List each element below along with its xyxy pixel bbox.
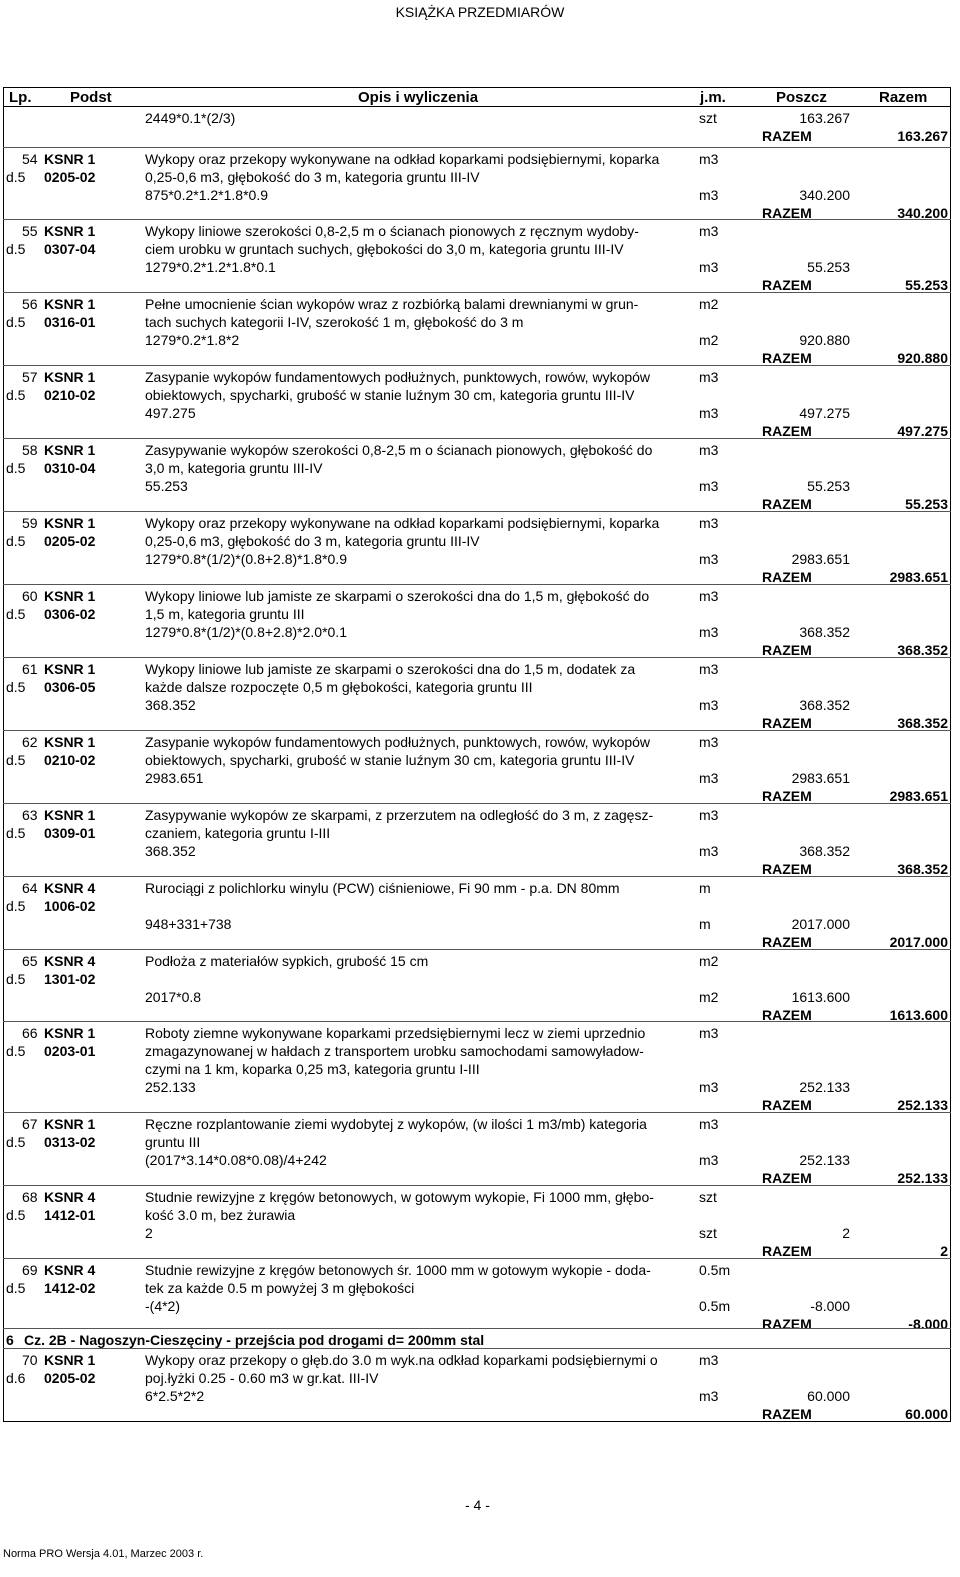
item-sub: d.5 [6,971,26,987]
item-formula-unit: m3 [699,770,719,786]
item-unit: m3 [699,223,719,239]
item-code: 0307-04 [44,241,96,257]
item-unit: m [699,880,711,896]
item-razem: 340.200 [897,205,948,221]
row-divider [3,219,951,220]
item-poszcz: 368.352 [799,697,850,713]
item-formula: 875*0.2*1.2*1.8*0.9 [145,187,268,203]
item-sub: d.5 [6,1207,26,1223]
item-razem: 368.352 [897,642,948,658]
item-razem: 252.133 [897,1097,948,1113]
item-sub: d.5 [6,898,26,914]
item-sub: d.5 [6,169,26,185]
item-poszcz: 920.880 [799,332,850,348]
item-formula: 1279*0.2*1.8*2 [145,332,240,348]
item-formula-unit: m3 [699,1388,719,1404]
row-divider [3,584,951,585]
item-formula-unit: m3 [699,551,719,567]
item-sub: d.5 [6,1280,26,1296]
item-code: 0205-02 [44,533,96,549]
item-description-line: Zasypanie wykopów fundamentowych podłużnych, punktowych, rowów, wykopów [145,369,651,385]
item-source: KSNR 1 [44,369,96,385]
item-poszcz: 55.253 [807,478,850,494]
pre-row-formula: 2449*0.1*(2/3) [145,110,236,126]
item-unit: m3 [699,515,719,531]
item-formula: 368.352 [145,697,196,713]
header-podst: Podst [70,89,112,106]
item-unit: m3 [699,1352,719,1368]
item-formula-unit: m3 [699,405,719,421]
item-unit: m3 [699,734,719,750]
item-razem: 2983.651 [889,569,948,585]
item-number: 59 [22,515,38,531]
row-divider [3,1021,951,1022]
item-source: KSNR 4 [44,1189,96,1205]
header-jm: j.m. [700,89,726,106]
razem-label: RAZEM [762,715,812,731]
item-code: 0310-04 [44,460,96,476]
item-poszcz: 340.200 [799,187,850,203]
pre-row-poszcz: 163.267 [799,110,850,126]
item-poszcz: 55.253 [807,259,850,275]
item-formula: 2 [145,1225,153,1241]
item-source: KSNR 4 [44,953,96,969]
razem-label: RAZEM [762,642,812,658]
item-unit: m3 [699,1116,719,1132]
item-number: 57 [22,369,38,385]
item-sub: d.6 [6,1370,26,1386]
item-number: 62 [22,734,38,750]
item-description-line: 0,25-0,6 m3, głębokość do 3 m, kategoria gruntu III-IV [145,169,480,185]
item-number: 70 [22,1352,38,1368]
item-description-line: Studnie rewizyjne z kręgów betonowych, w gotowym wykopie, Fi 1000 mm, głębo- [145,1189,654,1205]
item-number: 69 [22,1262,38,1278]
item-sub: d.5 [6,241,26,257]
item-poszcz: 252.133 [799,1079,850,1095]
page-number: - 4 - [465,1497,490,1513]
item-formula-unit: m3 [699,697,719,713]
header-opis: Opis i wyliczenia [358,89,479,106]
page-title: KSIĄŻKA PRZEDMIARÓW [395,4,565,20]
item-number: 65 [22,953,38,969]
item-formula-unit: m3 [699,624,719,640]
item-poszcz: 2983.651 [791,770,850,786]
item-code: 0313-02 [44,1134,96,1150]
item-source: KSNR 1 [44,1116,96,1132]
razem-label: RAZEM [762,205,812,221]
item-sub: d.5 [6,314,26,330]
item-formula-unit: m2 [699,989,719,1005]
item-formula-unit: 0.5m [699,1298,731,1314]
item-formula: 1279*0.2*1.2*1.8*0.1 [145,259,276,275]
item-code: 0309-01 [44,825,96,841]
item-code: 0210-02 [44,752,96,768]
item-description-line: Roboty ziemne wykonywane koparkami przedsiębiernymi lecz w ziemi uprzednio [145,1025,646,1041]
item-description-line: Rurociągi z polichlorku winylu (PCW) ciśnieniowe, Fi 90 mm - p.a. DN 80mm [145,880,620,896]
item-number: 58 [22,442,38,458]
item-formula-unit: m2 [699,332,719,348]
item-number: 63 [22,807,38,823]
item-sub: d.5 [6,825,26,841]
row-divider [3,803,951,804]
item-number: 68 [22,1189,38,1205]
item-formula: -(4*2) [145,1298,181,1314]
item-number: 60 [22,588,38,604]
header-razem: Razem [879,89,928,106]
item-poszcz: 2017.000 [791,916,850,932]
item-unit: m2 [699,953,719,969]
item-code: 0210-02 [44,387,96,403]
item-formula-unit: m3 [699,843,719,859]
item-description-line: Zasypywanie wykopów ze skarpami, z przerzutem na odległość do 3 m, z zagęsz- [145,807,654,823]
section-title: Cz. 2B - Nagoszyn-Cieszęciny - przejścia pod drogami d= 200mm stal [24,1332,485,1348]
item-formula: 2017*0.8 [145,989,202,1005]
item-unit: m3 [699,442,719,458]
row-divider [3,657,951,658]
item-poszcz: 1613.600 [791,989,850,1005]
item-poszcz: 368.352 [799,624,850,640]
item-source: KSNR 1 [44,515,96,531]
item-poszcz: 60.000 [807,1388,850,1404]
item-sub: d.5 [6,460,26,476]
item-number: 55 [22,223,38,239]
razem-label: RAZEM [762,350,812,366]
item-description-line: Wykopy oraz przekopy wykonywane na odkład koparkami podsiębiernymi, koparka [145,515,660,531]
item-source: KSNR 1 [44,296,96,312]
item-formula-unit: m3 [699,1152,719,1168]
item-formula: 252.133 [145,1079,196,1095]
item-code: 1006-02 [44,898,96,914]
razem-label: RAZEM [762,128,812,144]
razem-label: RAZEM [762,569,812,585]
pre-row-unit: szt [699,110,717,126]
item-code: 0205-02 [44,1370,96,1386]
razem-label: RAZEM [762,788,812,804]
item-unit: m3 [699,807,719,823]
item-description-line: czymi na 1 km, koparka 0,25 m3, kategoria gruntu I-III [145,1061,480,1077]
item-code: 0203-01 [44,1043,96,1059]
item-source: KSNR 4 [44,880,96,896]
item-number: 61 [22,661,38,677]
item-formula-unit: m [699,916,711,932]
item-formula-unit: m3 [699,478,719,494]
item-code: 1301-02 [44,971,96,987]
item-number: 54 [22,151,38,167]
item-source: KSNR 1 [44,151,96,167]
item-poszcz: 2983.651 [791,551,850,567]
item-description-line: Wykopy oraz przekopy wykonywane na odkład koparkami podsiębiernymi, koparka [145,151,660,167]
razem-label: RAZEM [762,1097,812,1113]
item-number: 56 [22,296,38,312]
item-description-line: Zasypanie wykopów fundamentowych podłużnych, punktowych, rowów, wykopów [145,734,651,750]
table-header [3,87,951,107]
razem-label: RAZEM [762,1243,812,1259]
item-formula: 2983.651 [145,770,204,786]
item-code: 0316-01 [44,314,96,330]
item-description-line: tek za każde 0.5 m powyżej 3 m głębokości [145,1280,415,1296]
item-formula: 948+331+738 [145,916,232,932]
item-code: 1412-01 [44,1207,96,1223]
row-divider [3,949,951,950]
row-divider [3,147,951,148]
item-formula-unit: m3 [699,187,719,203]
razem-value: 163.267 [897,128,948,144]
item-formula: (2017*3.14*0.08*0.08)/4+242 [145,1152,327,1168]
item-number: 66 [22,1025,38,1041]
razem-label: RAZEM [762,861,812,877]
row-divider [3,1258,951,1259]
item-number: 64 [22,880,38,896]
item-code: 0306-02 [44,606,96,622]
item-razem: 497.275 [897,423,948,439]
item-formula: 1279*0.8*(1/2)*(0.8+2.8)*2.0*0.1 [145,624,347,640]
item-unit: m3 [699,588,719,604]
item-poszcz: 2 [842,1225,850,1241]
item-description-line: Zasypywanie wykopów szerokości 0,8-2,5 m o ścianach pionowych, głębokość do [145,442,653,458]
item-poszcz: 368.352 [799,843,850,859]
item-source: KSNR 1 [44,807,96,823]
item-description-line: Pełne umocnienie ścian wykopów wraz z rozbiórką balami drewnianymi w grun- [145,296,639,312]
item-description-line: Ręczne rozplantowanie ziemi wydobytej z wykopów, (w ilości 1 m3/mb) kategoria [145,1116,647,1132]
item-source: KSNR 1 [44,442,96,458]
razem-label: RAZEM [762,1170,812,1186]
item-description-line: poj.łyżki 0.25 - 0.60 m3 w gr.kat. III-IV [145,1370,379,1386]
item-description-line: 0,25-0,6 m3, głębokość do 3 m, kategoria gruntu III-IV [145,533,480,549]
item-sub: d.5 [6,1043,26,1059]
item-formula: 368.352 [145,843,196,859]
item-razem: 368.352 [897,715,948,731]
item-sub: d.5 [6,752,26,768]
item-description-line: Studnie rewizyjne z kręgów betonowych śr. 1000 mm w gotowym wykopie - doda- [145,1262,651,1278]
header-lp: Lp. [9,89,32,106]
item-description-line: czaniem, kategoria gruntu I-III [145,825,331,841]
item-unit: m3 [699,151,719,167]
item-sub: d.5 [6,1134,26,1150]
item-description-line: Wykopy liniowe lub jamiste ze skarpami o szerokości dna do 1,5 m, głębokość do [145,588,650,604]
razem-label: RAZEM [762,423,812,439]
item-razem: -8.000 [908,1316,948,1332]
item-sub: d.5 [6,387,26,403]
item-unit: m3 [699,369,719,385]
row-divider [3,876,951,877]
item-number: 67 [22,1116,38,1132]
item-razem: 55.253 [905,496,948,512]
razem-label: RAZEM [762,1406,812,1422]
item-description-line: 3,0 m, kategoria gruntu III-IV [145,460,323,476]
item-unit: m3 [699,1025,719,1041]
item-description-line: Wykopy liniowe szerokości 0,8-2,5 m o ścianach pionowych z ręcznym wydoby- [145,223,639,239]
item-description-line: Wykopy oraz przekopy o głęb.do 3.0 m wyk.na odkład koparkami podsiębiernymi o [145,1352,658,1368]
item-razem: 1613.600 [889,1007,948,1023]
item-description-line: Wykopy liniowe lub jamiste ze skarpami o szerokości dna do 1,5 m, dodatek za [145,661,636,677]
item-sub: d.5 [6,679,26,695]
item-description-line: ciem urobku w gruntach suchych, głębokości do 3,0 m, kategoria gruntu III-IV [145,241,624,257]
item-razem: 2017.000 [889,934,948,950]
row-divider [3,365,951,366]
item-source: KSNR 1 [44,734,96,750]
row-divider [3,1112,951,1113]
section-number: 6 [6,1332,14,1348]
item-razem: 55.253 [905,277,948,293]
item-description-line: 1,5 m, kategoria gruntu III [145,606,305,622]
item-description-line: tach suchych kategorii I-IV, szerokość 1 m, głębokość do 3 m [145,314,524,330]
item-formula-unit: m3 [699,1079,719,1095]
item-source: KSNR 1 [44,1352,96,1368]
item-sub: d.5 [6,606,26,622]
item-razem: 920.880 [897,350,948,366]
item-unit: 0.5m [699,1262,731,1278]
item-formula: 497.275 [145,405,196,421]
item-razem: 368.352 [897,861,948,877]
item-code: 1412-02 [44,1280,96,1296]
item-description-line: obiektowych, spycharki, grubość w stanie luźnym 30 cm, kategoria gruntu III-IV [145,387,635,403]
item-formula: 1279*0.8*(1/2)*(0.8+2.8)*1.8*0.9 [145,551,347,567]
footer-note: Norma PRO Wersja 4.01, Marzec 2003 r. [3,1548,204,1560]
item-source: KSNR 1 [44,588,96,604]
item-poszcz: -8.000 [810,1298,850,1314]
item-description-line: zmagazynowanej w hałdach z transportem urobku samochodami samowyładow- [145,1043,644,1059]
row-divider [3,730,951,731]
item-code: 0306-05 [44,679,96,695]
item-sub: d.5 [6,533,26,549]
item-code: 0205-02 [44,169,96,185]
item-poszcz: 497.275 [799,405,850,421]
item-description-line: Podłoża z materiałów sypkich, grubość 15 cm [145,953,429,969]
row-divider [3,511,951,512]
item-unit: m2 [699,296,719,312]
item-description-line: każde dalsze rozpoczęte 0,5 m głębokości, kategoria gruntu III [145,679,533,695]
item-razem: 2983.651 [889,788,948,804]
item-description-line: gruntu III [145,1134,201,1150]
item-formula-unit: szt [699,1225,717,1241]
razem-label: RAZEM [762,934,812,950]
item-formula: 55.253 [145,478,188,494]
row-divider [3,1185,951,1186]
header-poszcz: Poszcz [776,89,827,106]
razem-label: RAZEM [762,1007,812,1023]
item-poszcz: 252.133 [799,1152,850,1168]
item-razem: 60.000 [905,1406,948,1422]
item-description-line: kość 3.0 m, bez żurawia [145,1207,296,1223]
item-source: KSNR 1 [44,661,96,677]
item-unit: m3 [699,661,719,677]
row-divider [3,292,951,293]
item-source: KSNR 4 [44,1262,96,1278]
item-source: KSNR 1 [44,223,96,239]
item-razem: 2 [940,1243,948,1259]
item-formula: 6*2.5*2*2 [145,1388,205,1404]
razem-label: RAZEM [762,496,812,512]
item-source: KSNR 1 [44,1025,96,1041]
item-formula-unit: m3 [699,259,719,275]
item-razem: 252.133 [897,1170,948,1186]
row-divider [3,1348,951,1349]
row-divider [3,1328,951,1329]
item-unit: szt [699,1189,717,1205]
razem-label: RAZEM [762,277,812,293]
row-divider [3,438,951,439]
razem-label: RAZEM [762,1316,812,1332]
item-description-line: obiektowych, spycharki, grubość w stanie luźnym 30 cm, kategoria gruntu III-IV [145,752,635,768]
